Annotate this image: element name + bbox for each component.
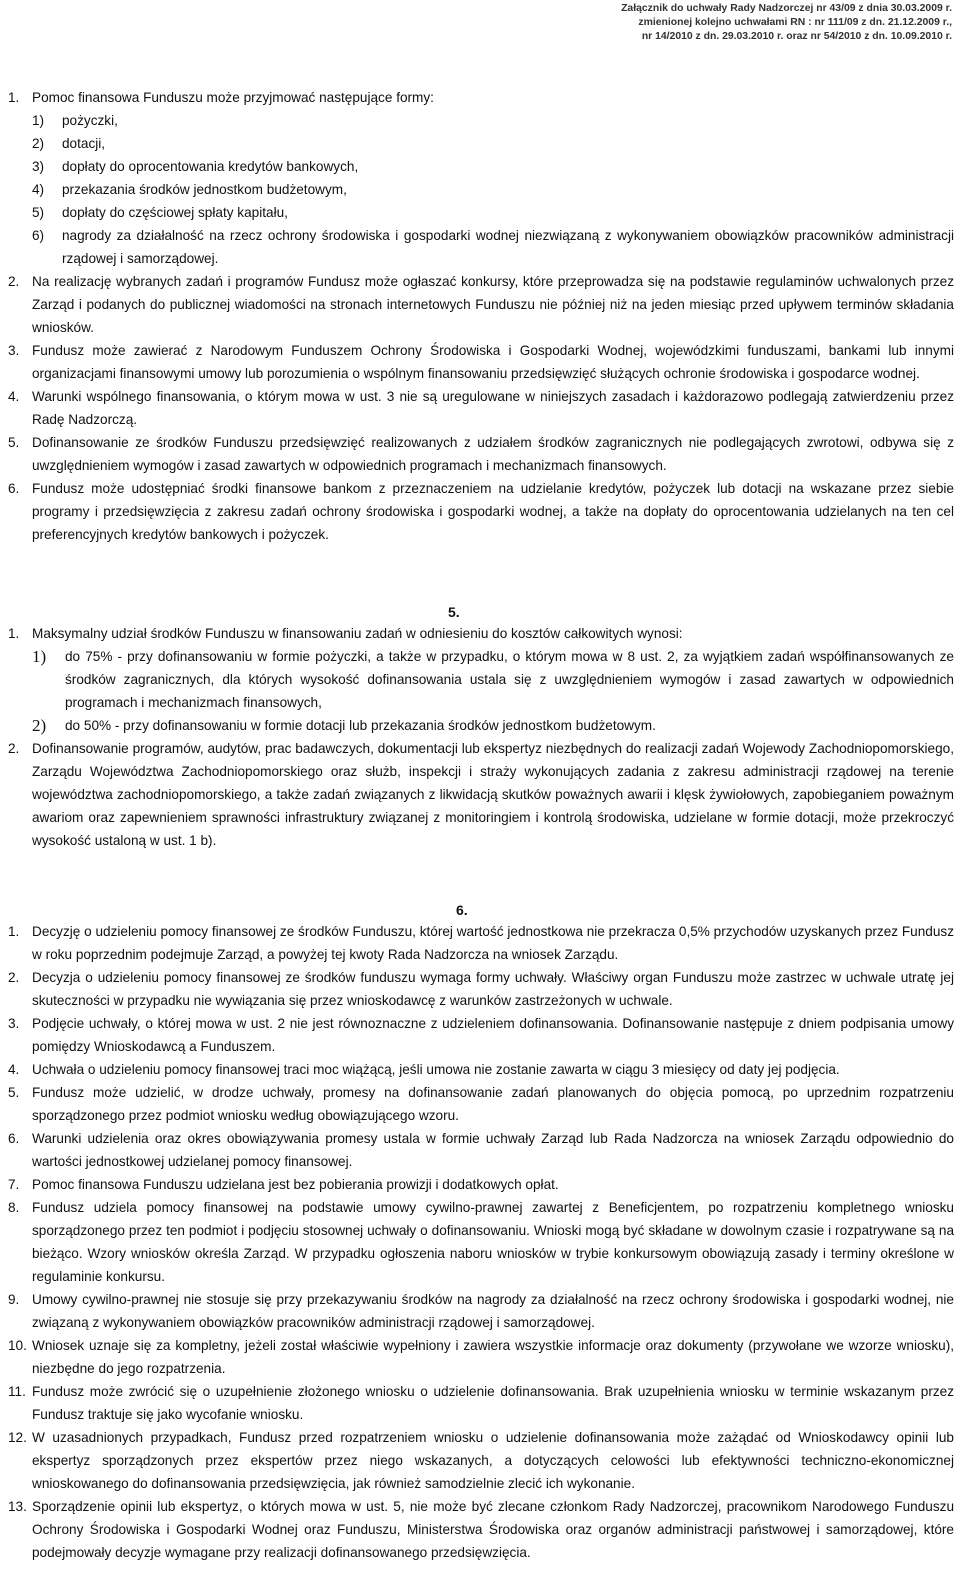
s4-item-5 — [8, 201, 954, 224]
paragraph-number: 1. — [8, 626, 20, 641]
paragraph-text: Decyzja o udzieleniu pomocy finansowej ze środków funduszu wymaga formy uchwały. Właściwy organ Funduszu może zastrzec w uchwale utratę jej skuteczności w przypadku nie wywiązania się przez wnioskodawcę z warunków zastrzeżonych w uchwale. — [32, 970, 954, 1008]
paragraph-text: Fundusz udziela pomocy finansowej na podstawie umowy cywilno-prawnej zawartej z Beneficjentem, po rozpatrzeniu kompletnego wniosku sporządzonego przez ten podmiot i podjęciu stosownej uchwały o dofinansowaniu. Wnioski mogą być składane w dowolnym czasie i rozpatrywane są na bieżąco. Wzory wniosków określa Zarząd. W przypadku ogłoszenia naboru wniosków w trybie konkursowym obowiązują zasady i terminy określone w regulaminie konkursu. — [32, 1200, 954, 1284]
paragraph-number: 9. — [8, 1292, 20, 1307]
s4-paragraph-2 — [8, 270, 954, 339]
paragraph-text: Fundusz może zwrócić się o uzupełnienie złożonego wniosku o udzielenie dofinansowania. Brak uzupełnienia wniosku w terminie wskazanym przez Fundusz traktuje się jako wycofanie wniosku. — [32, 1384, 954, 1422]
paragraph-number: 6. — [8, 481, 20, 496]
paragraph-text: W uzasadnionych przypadkach, Fundusz przed rozpatrzeniem wniosku o udzielenie dofinansowania może zażądać od Wnioskodawcy opinii lub ekspertyz sporządzonych przez ekspertów przez niego wskazanych, a dotyczących celowości lub efektywności techniczno-ekonomicznej wnioskowanego do dofinansowania przedsięwzięcia, jak również samodzielnie zlecić ich wykonanie. — [32, 1430, 954, 1491]
paragraph-number: 4. — [8, 389, 20, 404]
paragraph-text: Fundusz może udostępniać środki finansowe bankom z przeznaczeniem na udzielanie kredytów, pożyczek lub dotacji na wskazane przez siebie programy i przedsięwzięcia z zakresu zadań ochrony środowiska i gospodarki wodnej, a także na dopłaty do oprocentowania udzielanych na ten cel preferencyjnych kredytów bankowych i pożyczek. — [32, 481, 954, 542]
item-text: pożyczki, — [62, 113, 118, 128]
paragraph-number: 10. — [8, 1338, 27, 1353]
item-text: dopłaty do częściowej spłaty kapitału, — [62, 205, 288, 220]
paragraph-number: 3. — [8, 1016, 20, 1031]
s6-paragraph-2 — [8, 966, 954, 1012]
paragraph-number: 11. — [8, 1384, 26, 1399]
s6-paragraph-7 — [8, 1173, 954, 1196]
s4-item-1 — [8, 109, 954, 132]
paragraph-number: 4. — [8, 1062, 20, 1077]
s4-paragraph-5 — [8, 431, 954, 477]
paragraph-text: Pomoc finansowa Funduszu udzielana jest bez pobierania prowizji i dodatkowych opłat. — [32, 1177, 559, 1192]
paragraph-number: 12. — [8, 1430, 27, 1445]
paragraph-number: 8. — [8, 1200, 20, 1215]
section-4-body — [8, 86, 954, 546]
paragraph-number: 1. — [8, 924, 20, 939]
item-text: dotacji, — [62, 136, 106, 151]
header-line-1: Załącznik do uchwały Rady Nadzorczej nr 43/09 z dnia 30.03.2009 r. — [621, 3, 952, 14]
paragraph-text: Dofinansowanie ze środków Funduszu przedsięwzięć realizowanych z udziałem środków zagranicznych nie podlegających zwrotowi, odbywa się z uwzględnieniem wymogów i zasad zawartych w odpowiednich programach i mechanizmach finansowych. — [32, 435, 954, 473]
paragraph-text: Na realizację wybranych zadań i programów Fundusz może ogłaszać konkursy, które przeprowadza się na podstawie regulaminów uchwalonych przez Zarząd i podanych do publicznej wiadomości na stronach internetowych Funduszu nie później niż na jeden miesiąc przed upływem terminów składania wniosków. — [32, 274, 954, 335]
s6-paragraph-4 — [8, 1058, 954, 1081]
paragraph-text: Fundusz może udzielić, w drodze uchwały, promesy na dofinansowanie zadań planowanych do objęcia pomocą, po uprzednim rozpatrzeniu sporządzonego przez podmiot wniosku według obowiązującego wzoru. — [32, 1085, 954, 1123]
item-text: dopłaty do oprocentowania kredytów bankowych, — [62, 159, 359, 174]
paragraph-number: 2. — [8, 970, 20, 985]
s5-paragraph-2 — [8, 737, 954, 852]
paragraph-number: 5. — [8, 435, 20, 450]
paragraph-number: 7. — [8, 1177, 20, 1192]
s5-item-1 — [8, 645, 954, 714]
paragraph-text: Warunki wspólnego finansowania, o którym mowa w ust. 3 nie są uregulowane w niniejszych zasadach i każdorazowo podlegają zatwierdzeniu przez Radę Nadzorczą. — [32, 389, 954, 427]
paragraph-text: Sporządzenie opinii lub ekspertyz, o których mowa w ust. 5, nie może być zlecane członkom Rady Nadzorczej, pracownikom Narodowego Funduszu Ochrony Środowiska i Gospodarki Wodnej oraz Funduszu, Ministerstwa Środowiska oraz organów administracji państwowej i samorządowej, które podejmowały decyzje wymagane przy realizacji dofinansowanego przedsięwzięcia. — [32, 1499, 954, 1560]
s4-paragraph-3 — [8, 339, 954, 385]
item-number: 2) — [32, 716, 47, 735]
paragraph-number: 2. — [8, 274, 20, 289]
s4-paragraph-4 — [8, 385, 954, 431]
s6-paragraph-5 — [8, 1081, 954, 1127]
s6-paragraph-11 — [8, 1380, 954, 1426]
s4-item-4 — [8, 178, 954, 201]
s6-paragraph-3 — [8, 1012, 954, 1058]
s4-item-3 — [8, 155, 954, 178]
paragraph-text: Decyzję o udzieleniu pomocy finansowej ze środków Funduszu, której wartość jednostkowa nie przekracza 0,5% przychodów uzyskanych przez Fundusz w roku poprzednim podejmuje Zarząd, a powyżej tej kwoty Rada Nadzorcza na wniosek Zarządu. — [32, 924, 954, 962]
item-number: 1) — [32, 113, 45, 128]
section-5-body — [8, 622, 954, 852]
item-number: 3) — [32, 159, 45, 174]
section-6-title: 6. — [456, 902, 468, 918]
section-6-body — [8, 920, 954, 1564]
s6-paragraph-10 — [8, 1334, 954, 1380]
item-number: 2) — [32, 136, 45, 151]
s4-item-6 — [8, 224, 954, 270]
section-5-title: 5. — [448, 604, 460, 620]
paragraph-text: Umowy cywilno-prawnej nie stosuje się przy przekazywaniu środków na nagrody za działalność na rzecz ochrony środowiska i gospodarki wodnej, nie związaną z wykonywaniem obowiązków pracowników administracji rządowej i samorządowej. — [32, 1292, 954, 1330]
item-number: 6) — [32, 228, 45, 243]
paragraph-text: Podjęcie uchwały, o której mowa w ust. 2 nie jest równoznaczne z udzieleniem dofinansowania. Dofinansowanie następuje z dniem podpisania umowy pomiędzy Wnioskodawcą a Funduszem. — [32, 1016, 954, 1054]
item-number: 5) — [32, 205, 45, 220]
s6-paragraph-1 — [8, 920, 954, 966]
paragraph-number: 1. — [8, 90, 20, 105]
paragraph-number: 13. — [8, 1499, 27, 1514]
s4-item-2 — [8, 132, 954, 155]
paragraph-number: 5. — [8, 1085, 20, 1100]
s4-paragraph-1 — [8, 86, 954, 109]
paragraph-text: Wniosek uznaje się za kompletny, jeżeli został właściwie wypełniony i zawiera wszystkie informacje oraz dokumenty (przywołane we wzorze wniosku), niezbędne do jego rozpatrzenia. — [32, 1338, 954, 1376]
paragraph-text: Warunki udzielenia oraz okres obowiązywania promesy ustala w formie uchwały Zarząd lub Rada Nadzorcza na wniosek Zarządu odpowiednio do wartości jednostkowej udzielanej pomocy finansowej. — [32, 1131, 954, 1169]
paragraph-text: Fundusz może zawierać z Narodowym Funduszem Ochrony Środowiska i Gospodarki Wodnej, wojewódzkimi funduszami, bankami lub innymi organizacjami finansowymi umowy lub porozumienia o wspólnym finansowaniu przedsięwzięć służących ochronie środowiska i gospodarce wodnej. — [32, 343, 954, 381]
s5-item-2 — [8, 714, 954, 737]
paragraph-text: Dofinansowanie programów, audytów, prac badawczych, dokumentacji lub ekspertyz niezbędnych do realizacji zadań Wojewody Zachodniopomorskiego, Zarządu Województwa Zachodniopomorskiego oraz służb, inspekcji i straży wykonujących zadania z zakresu administracji rządowej na terenie województwa zachodniopomorskiego, a także zadań związanych z likwidacją skutków poważnych awarii i klęsk żywiołowych, zapobieganiem poważnym awariom oraz zapewnieniem sprawności infrastruktury związanej z monitoringiem i kontrolą środowiska, udzielane w formie dotacji, może przekroczyć wysokość ustaloną w ust. 1 b). — [32, 741, 954, 848]
item-number: 1) — [32, 647, 47, 666]
s6-paragraph-13 — [8, 1495, 954, 1564]
item-text: nagrody za działalność na rzecz ochrony środowiska i gospodarki wodnej niezwiązaną z wykonywaniem obowiązków pracowników administracji rządowej i samorządowej. — [62, 228, 954, 266]
paragraph-text: Maksymalny udział środków Funduszu w finansowaniu zadań w odniesieniu do kosztów całkowitych wynosi: — [32, 626, 683, 641]
item-number: 4) — [32, 182, 45, 197]
s6-paragraph-8 — [8, 1196, 954, 1288]
document-header — [621, 2, 952, 44]
s6-paragraph-12 — [8, 1426, 954, 1495]
paragraph-text: Pomoc finansowa Funduszu może przyjmować następujące formy: — [32, 90, 434, 105]
s6-paragraph-6 — [8, 1127, 954, 1173]
paragraph-number: 3. — [8, 343, 20, 358]
item-text: do 50% - przy dofinansowaniu w formie dotacji lub przekazania środków jednostkom budżetowym. — [65, 718, 656, 733]
header-line-2: zmienionej kolejno uchwałami RN : nr 111/09 z dn. 21.12.2009 r., — [638, 17, 952, 28]
item-text: do 75% - przy dofinansowaniu w formie pożyczki, a także w przypadku, o którym mowa w 8 ust. 2, za wyjątkiem zadań współfinansowanych ze środków zagranicznych, dla których wysokość dofinansowania ustala się z uwzględnieniem wymogów i zasad zawartych w odpowiednich programach i mechanizmach finansowych, — [65, 649, 954, 710]
paragraph-number: 2. — [8, 741, 20, 756]
s5-paragraph-1 — [8, 622, 954, 645]
paragraph-text: Uchwała o udzieleniu pomocy finansowej traci moc wiążącą, jeśli umowa nie zostanie zawarta w ciągu 3 miesięcy od daty jej podjęcia. — [32, 1062, 840, 1077]
s6-paragraph-9 — [8, 1288, 954, 1334]
item-text: przekazania środków jednostkom budżetowym, — [62, 182, 347, 197]
paragraph-number: 6. — [8, 1131, 20, 1146]
header-line-3: nr 14/2010 z dn. 29.03.2010 r. oraz nr 54/2010 z dn. 10.09.2010 r. — [641, 31, 952, 42]
s4-paragraph-6 — [8, 477, 954, 546]
